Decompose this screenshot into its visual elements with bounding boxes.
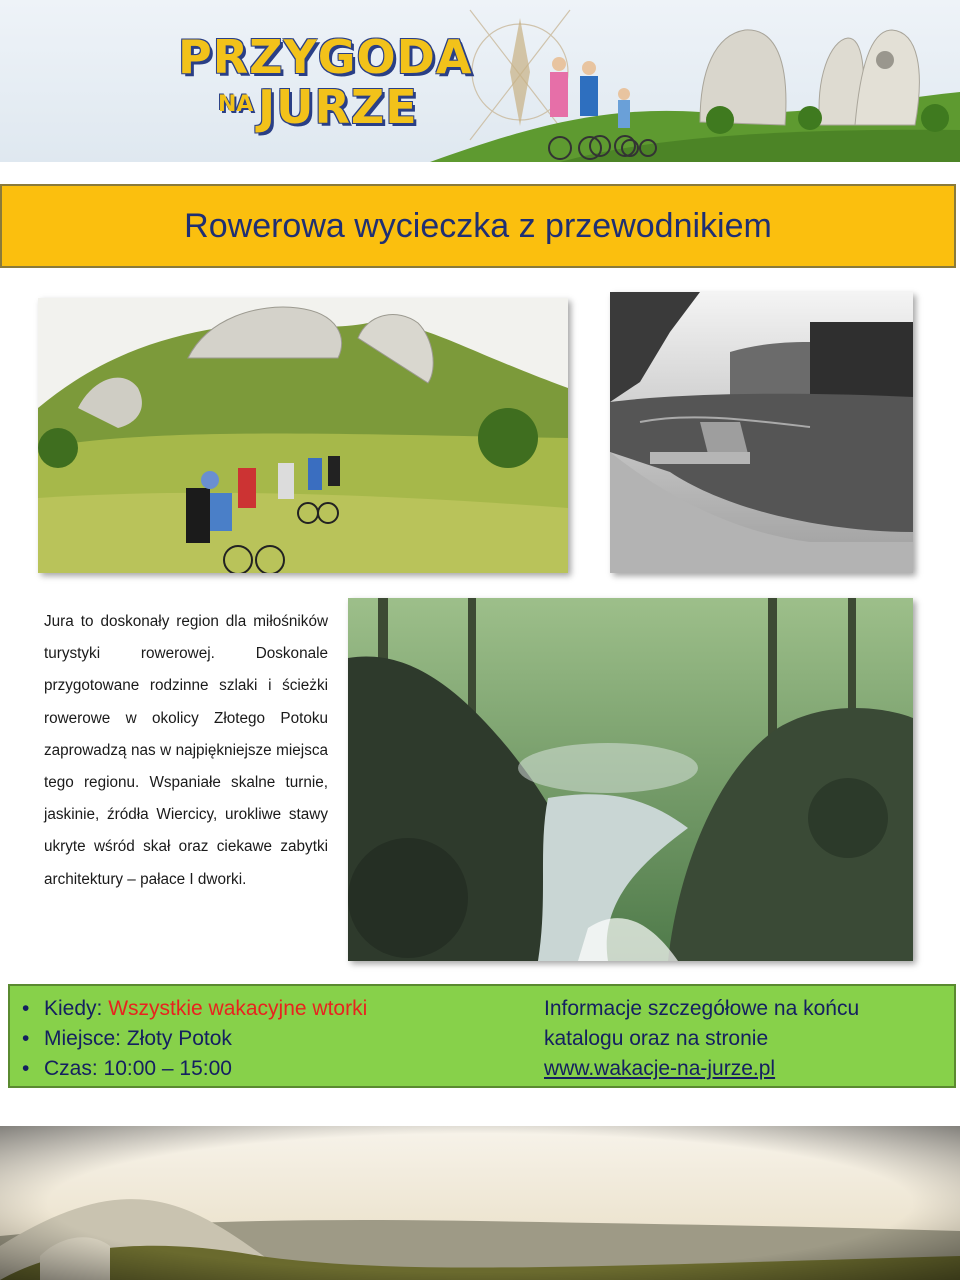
info-item-when [22,994,367,1024]
header-landscape-illustration [0,0,960,162]
info-details [544,994,944,1084]
logo-text-jurze: JURZE [258,80,418,134]
info-list [22,994,367,1084]
header-banner [0,0,960,162]
title-bar [0,184,956,268]
info-item-where: • Miejsce: Złoty Potok [22,1024,367,1054]
info-item-time: • Czas: 10:00 – 15:00 [22,1054,367,1084]
page-title: Rowerowa wycieczka z przewodnikiem [184,206,772,245]
logo-text-przygoda: PRZYGODA [178,30,473,84]
forest-stream-photo [348,598,913,961]
lake-photo [610,292,913,573]
cyclists-meadow-photo [38,298,568,573]
info-box [8,984,956,1088]
info-details-text: Informacje szczegółowe na końcu katalogu oraz na stronie [544,997,860,1050]
logo-text-na: NA [218,92,254,117]
website-link[interactable]: www.wakacje-na-jurze.pl [544,1057,776,1080]
when-label: Kiedy: [44,997,109,1020]
panorama-photo [0,1126,960,1280]
when-value: Wszystkie wakacyjne wtorki [108,997,368,1020]
description-text: Jura to doskonały region dla miłośników turystyki rowerowej. Doskonale przygotowane rodzinne szlaki i ścieżki rowerowe w okolicy Złotego Potoku zaprowadzą nas w najpiękniejsze miejsca tego regionu. Wspaniałe skalne turnie, jaskinie, źródła Wiercicy, urokliwe stawy ukryte wśród skał oraz ciekawe zabytki architektury – pałace I dworki. [44,613,328,888]
